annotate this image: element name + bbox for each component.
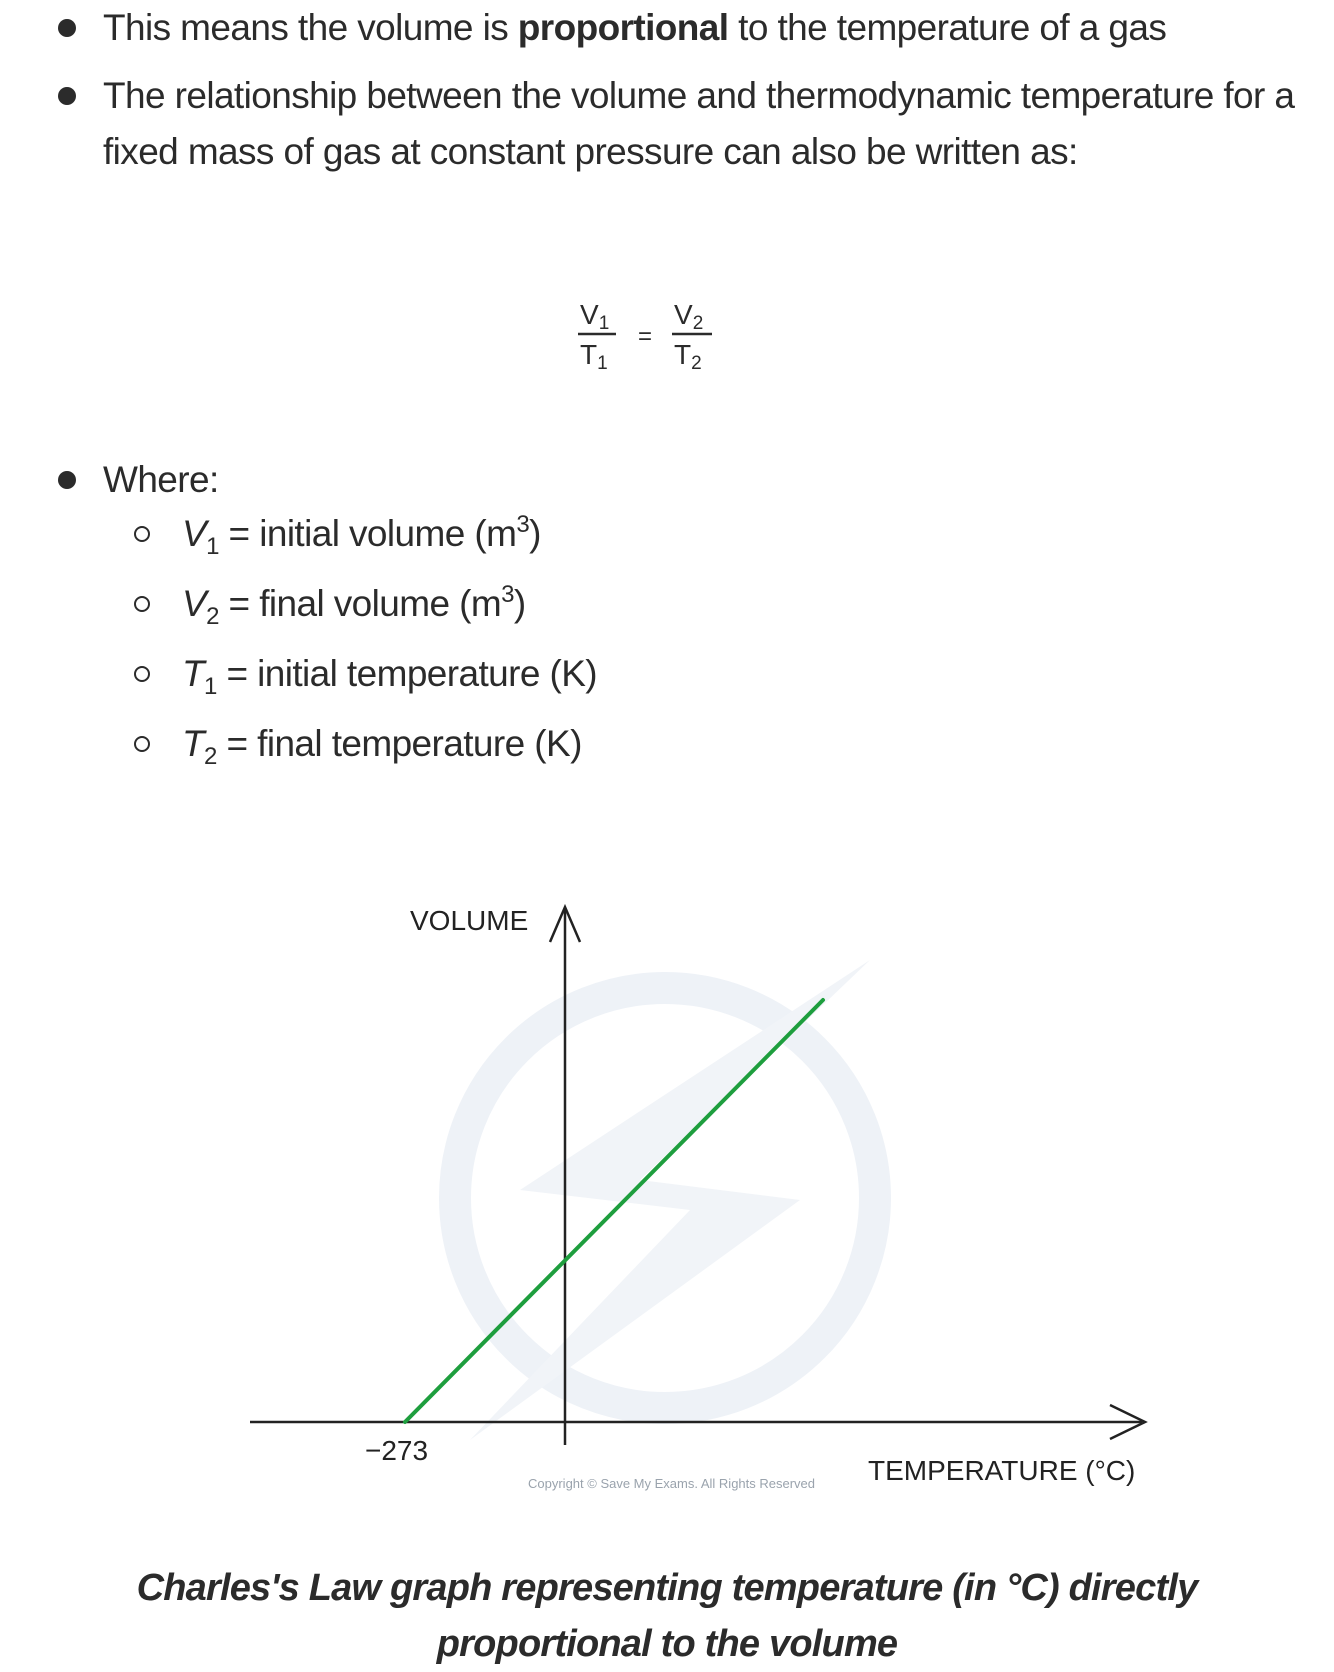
- sub-bullet-ring: [134, 666, 150, 682]
- definition-t2: [0, 716, 1334, 772]
- formula-denominator-left: T1: [580, 339, 608, 374]
- charles-law-graph: [0, 880, 1334, 1520]
- x-intercept-label: −273: [365, 1435, 429, 1466]
- copyright-text: Copyright © Save My Exams. All Rights Reserved: [528, 1476, 816, 1491]
- graph-caption: Charles's Law graph representing temperature (in °C) directly proportional to the volume: [136, 1567, 1198, 1665]
- bullet-text-before: This means the volume is: [103, 7, 518, 48]
- y-axis-label: VOLUME: [410, 905, 529, 936]
- x-axis-label: TEMPERATURE (°C): [868, 1455, 1136, 1486]
- formula-numerator-left: V1: [580, 299, 610, 334]
- definition-text: $T_2$ = final temperature (K): [182, 723, 582, 770]
- formula-denominator-right: T2: [674, 339, 702, 374]
- bullet-text: [103, 0, 1323, 56]
- definition-text: $T_1$ = initial temperature (K): [182, 653, 598, 700]
- bullet-text: The relationship between the volume and thermodynamic temperature for a fixed mass of gas at constant pressure can also be written as:: [103, 75, 1295, 172]
- sub-bullet-ring: [134, 526, 150, 542]
- formula-numerator-right: V2: [674, 299, 704, 334]
- definition-v1: [0, 506, 1334, 562]
- bullet-dot: [58, 471, 76, 489]
- definition-text: $V_1$ = initial volume $(m^3)$: [182, 511, 541, 560]
- charles-law-formula: [560, 290, 740, 390]
- bullet-dot: [58, 19, 76, 37]
- sub-bullet-ring: [134, 736, 150, 752]
- definition-v2: [0, 576, 1334, 632]
- definition-text: $V_2$ = final volume $(m^3)$: [182, 581, 526, 630]
- formula-equals: =: [638, 323, 653, 350]
- bullet-text: Where:: [103, 459, 219, 500]
- bullet-text-after: to the temperature of a gas: [728, 7, 1167, 48]
- definition-t1: [0, 646, 1334, 702]
- watermark-logo: [455, 960, 875, 1440]
- bullet-text-bold: proportional: [517, 7, 729, 48]
- sub-bullet-ring: [134, 596, 150, 612]
- bullet-dot: [58, 87, 76, 105]
